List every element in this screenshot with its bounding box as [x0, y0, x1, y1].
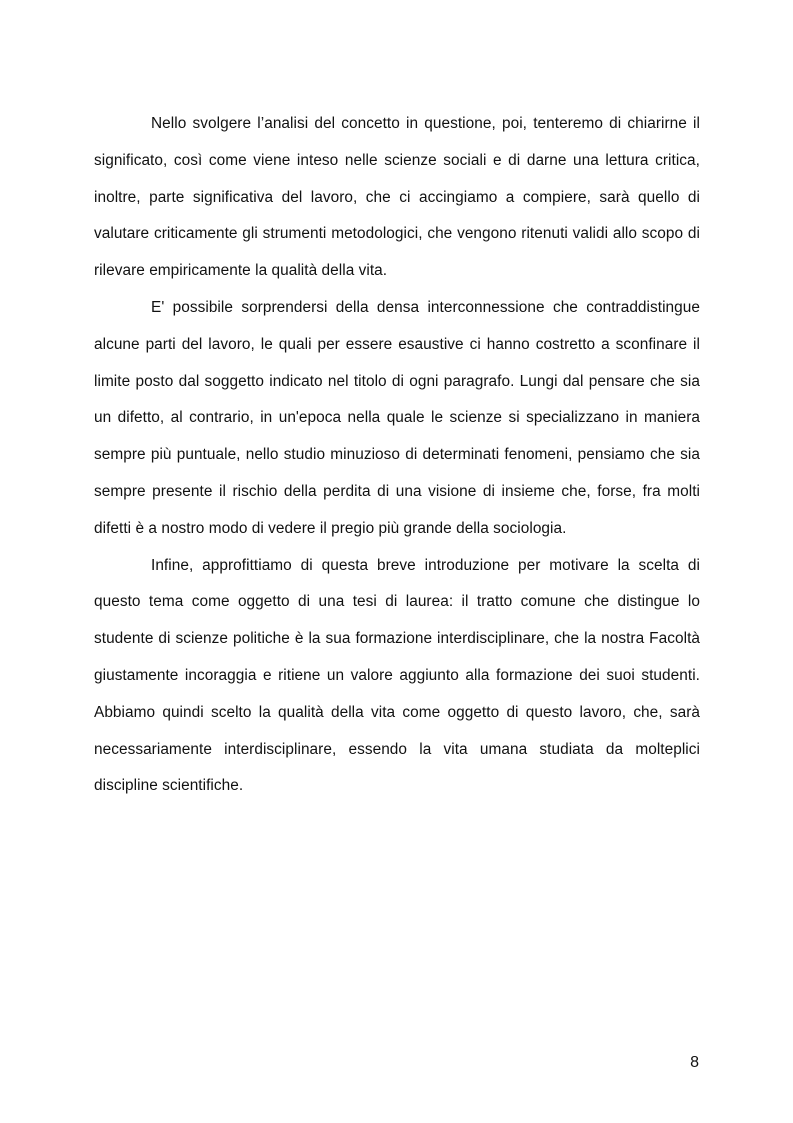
page-number: 8 — [690, 1054, 699, 1071]
paragraph-interconnection: E' possibile sorprendersi della densa interconnessione che contraddistingue alcune parti del lavoro, le quali per essere esaustive ci hanno costretto a sconfinare il limite posto dal soggetto indicato nel titolo di ogni paragrafo. Lungi dal pensare che sia un difetto, al contrario, in un'epoca nella quale le scienze si specializzano in maniera sempre più puntuale, nello studio minuzioso di determinati fenomeni, pensiamo che sia sempre presente il rischio della perdita di una visione di insieme che, forse, fra molti difetti è a nostro modo di vedere il pregio più grande della sociologia. — [94, 298, 700, 537]
paragraph-conclusion: Infine, approfittiamo di questa breve introduzione per motivare la scelta di questo tema come oggetto di una tesi di laurea: il tratto comune che distingue lo studente di scienze politiche è la sua formazione interdisciplinare, che la nostra Facoltà giustamente incoraggia e ritiene un valore aggiunto alla formazione dei suoi studenti. Abbiamo quindi scelto la qualità della vita come oggetto di questo lavoro, che, sarà necessariamente interdisciplinare, essendo la vita umana studiata da molteplici discipline scientifiche. — [94, 556, 700, 795]
paragraph-analysis: Nello svolgere l’analisi del concetto in questione, poi, tenteremo di chiarirne il significato, così come viene inteso nelle scienze sociali e di darne una lettura critica, inoltre, parte significativa del lavoro, che ci accingiamo a compiere, sarà quello di valutare criticamente gli strumenti metodologici, che vengono ritenuti validi allo scopo di rilevare empiricamente la qualità della vita. — [94, 115, 700, 280]
document-body — [94, 106, 700, 805]
